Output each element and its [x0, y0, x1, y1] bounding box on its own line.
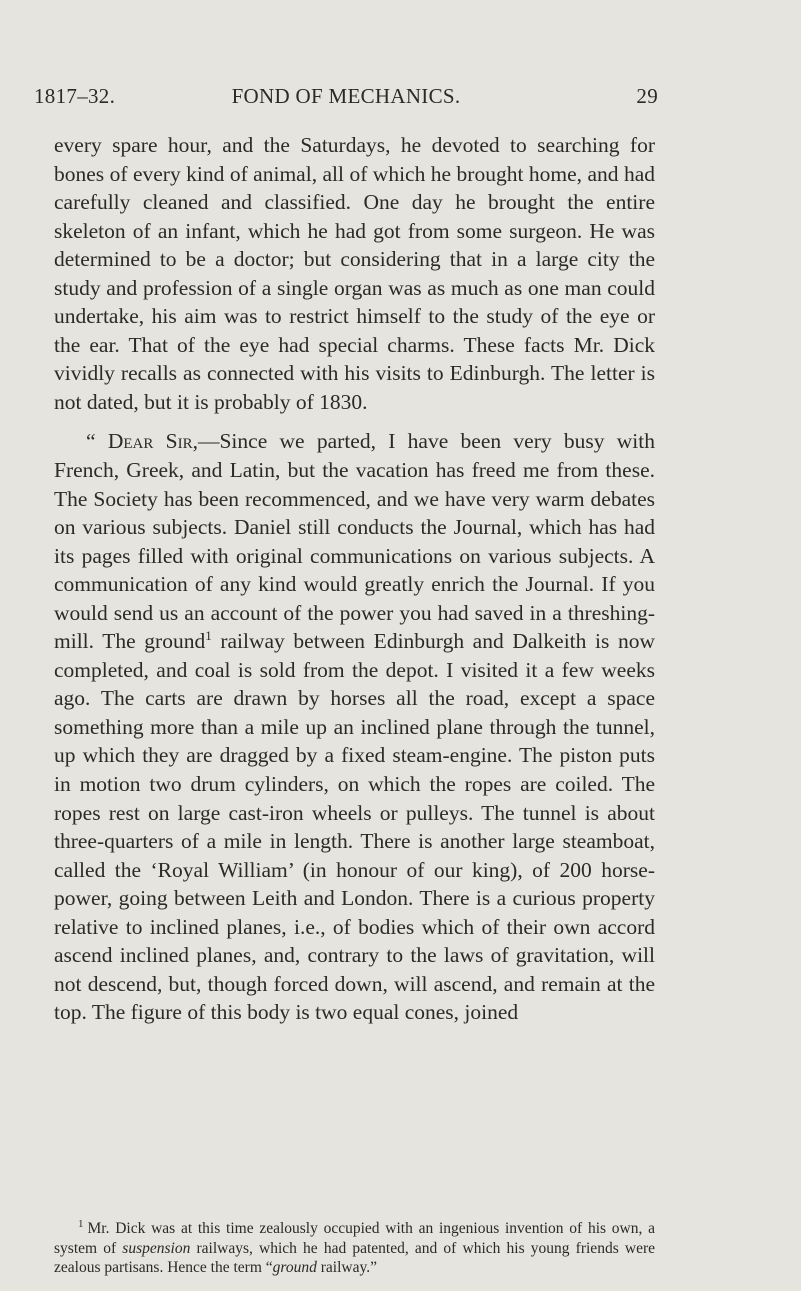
footnotes	[54, 1219, 655, 1278]
header-year: 1817–32.	[34, 84, 116, 108]
letter-salutation: Dear Sir,	[107, 429, 198, 454]
letter-text-part-2: railway between Edinburgh and Dalkeith is now completed, and coal is sold from the depot. I visited it a few weeks ago. The carts are drawn by horses all the road, except a space something more than a mile up an inclined plane through the tunnel, up which they are dragged by a fixed steam-engine. The piston puts in motion two drum cylinders, on which the ropes are coiled. The ropes rest on large cast-iron wheels or pulleys. The tunnel is about three-quarters of a mile in length. There is another large steamboat, called the ‘Royal William’ (in honour of our king), of 200 horse-power, going between Leith and London. There is a curious property relative to inclined planes, i.e., of bodies which of their own accord ascend inclined planes, and, contrary to the laws of gravitation, will not descend, but, though forced down, will ascend, and remain at the top. The figure of this body is two equal cones, joined	[54, 629, 655, 1025]
footnote-marker: 1	[78, 1217, 84, 1230]
footnote-emphasis-ground: ground	[272, 1259, 317, 1276]
footnote-reference: 1	[205, 628, 212, 644]
page-number: 29	[636, 84, 658, 108]
paragraph-1: every spare hour, and the Saturdays, he devoted to searching for bones of every kind of animal, all of which he brought home, and had carefully cleaned and classified. One day he brought the entire skeleton of an infant, which he had got from some surgeon. He was determined to be a doctor; but considering that in a large city the study and profession of a single organ was as much as one man could undertake, his aim was to restrict himself to the study of the eye or the ear. That of the eye had special charms. These facts Mr. Dick vividly recalls as connected with his visits to Edinburgh. The letter is not dated, but it is probably of 1830.	[54, 133, 655, 414]
body-text	[54, 131, 655, 1027]
letter-text-part-1: —Since we parted, I have been very busy with French, Greek, and Latin, but the vacation has freed me from these. The Society has been recommenced, and we have very warm debates on various subjects. Daniel still conducts the Journal, which has had its pages filled with original communications on various subjects. A communication of any kind would greatly enrich the Journal. If you would send us an account of the power you had saved in a threshing-mill. The ground	[54, 429, 655, 654]
footnote-text-1: Mr. Dick was at this time zealously occupied with an ingenious invention of his own, a system of	[54, 1220, 655, 1257]
footnote-emphasis-suspension: suspension	[122, 1239, 191, 1257]
running-header	[34, 84, 658, 110]
footnote-text-2: railways, which he had patented, and of which his young friends were zealous partisans. Hence the term “	[54, 1239, 655, 1276]
footnote-1	[54, 1219, 655, 1278]
paragraph-2-letter	[54, 427, 655, 1026]
footnote-text-3: railway.”	[316, 1259, 377, 1276]
header-title: FOND OF MECHANICS.	[231, 84, 461, 108]
open-quote: “	[86, 429, 108, 454]
